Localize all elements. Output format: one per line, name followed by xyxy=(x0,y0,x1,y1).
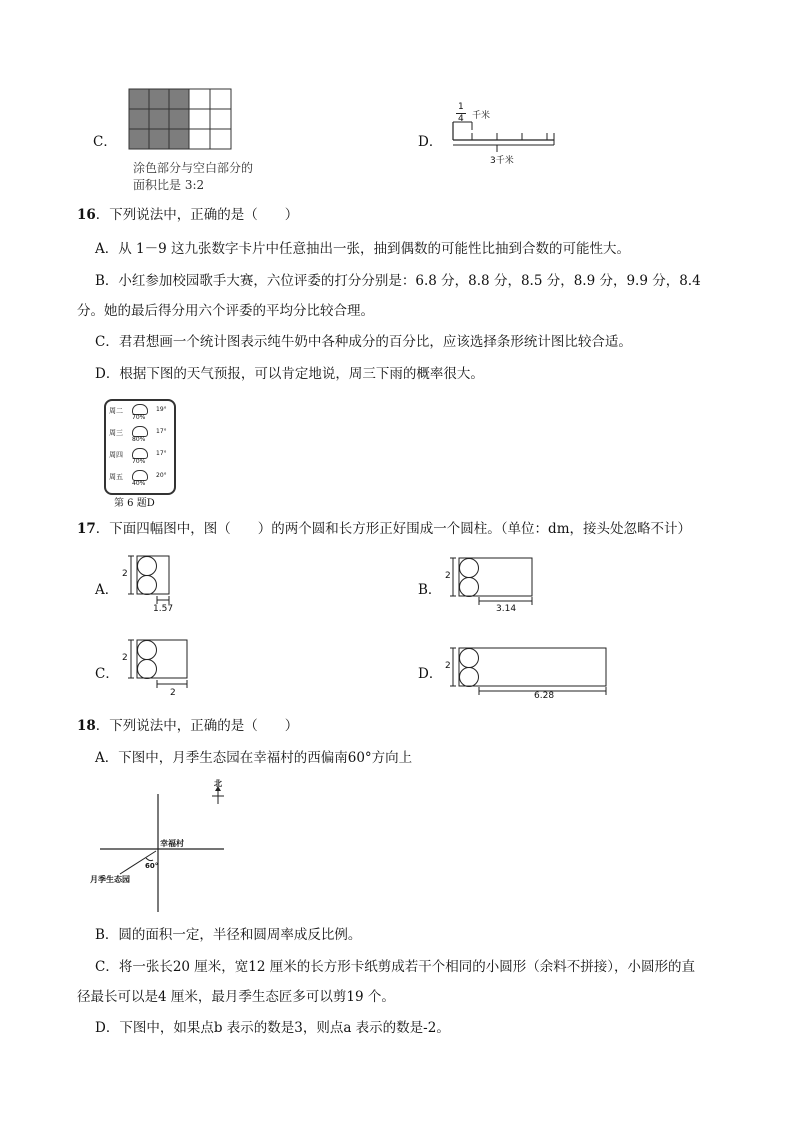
fraction-unit: 千米 xyxy=(472,111,491,121)
q16-option-b-line-2: 分。她的最后得分用六个评委的平均分比较合理。 xyxy=(77,303,374,319)
q18-option-c-line-1: C．将一张长20 厘米，宽12 厘米的长方形卡纸剪成若干个相同的小圆形（余料不拼接），小圆形的直 xyxy=(95,959,696,975)
q18-option-c-line-2: 径最长可以是4 厘米，最月季生态匠多可以剪19 个。 xyxy=(77,989,395,1005)
q16-option-a: A．从 1－9 这九张数字卡片中任意抽出一张，抽到偶数的可能性比抽到合数的可能性大。 xyxy=(95,241,631,257)
q18-stem: 18．下列说法中，正确的是（ ） xyxy=(77,718,299,734)
q15-option-c-caption-1: 涂色部分与空白部分的 xyxy=(133,161,254,175)
garden-label: 月季生态园 xyxy=(90,875,130,884)
q16-stem: 16．下列说法中，正确的是（ ） xyxy=(77,207,299,223)
q17-net-a-figure: 2 1.57 xyxy=(120,552,180,616)
q17-net-d-figure: 2 6.28 xyxy=(444,636,614,702)
q17-number: 17 xyxy=(77,521,96,537)
village-label: 幸福村 xyxy=(160,839,184,848)
q18-option-a: A．下图中，月季生态园在幸福村的西偏南60°方向上 xyxy=(95,750,413,766)
q15-option-d-label: D． xyxy=(418,134,443,150)
q15-shaded-grid-figure xyxy=(128,88,232,150)
q17-stem: 17．下面四幅图中，图（ ）的两个圆和长方形正好围成一个圆柱。（单位：dm，接头处忽略不计） xyxy=(77,521,691,537)
direction-map-figure xyxy=(90,778,230,914)
q18-option-d: D．下图中，如果点b 表示的数是3，则点a 表示的数是-2。 xyxy=(95,1020,450,1036)
weather-row: 周四 70% 17° xyxy=(109,450,167,465)
q17-option-a-label: A． xyxy=(95,582,119,598)
q17-option-d-label: D． xyxy=(418,666,443,682)
fraction-numerator: 1 xyxy=(458,102,464,112)
weather-row: 周五 40% 20° xyxy=(109,472,167,487)
weather-forecast-card xyxy=(104,399,176,495)
q16-option-d: D．根据下图的天气预报，可以肯定地说，周三下雨的概率很大。 xyxy=(95,366,484,382)
north-label: 北 xyxy=(214,779,222,788)
q16-option-c: C．君君想画一个统计图表示纯牛奶中各种成分的百分比，应该选择条形统计图比较合适。 xyxy=(95,334,632,350)
q18-number: 18 xyxy=(77,718,96,734)
q17-net-b-figure: 2 3.14 xyxy=(444,552,544,616)
q15-option-c-label: C． xyxy=(93,134,117,150)
angle-label: 60° xyxy=(145,862,159,870)
q15-scale-line-figure xyxy=(450,100,560,170)
fraction-denominator: 4 xyxy=(458,114,464,124)
weather-row: 周三 80% 17° xyxy=(109,428,167,443)
q17-net-c-figure: 2 2 xyxy=(120,636,190,700)
weather-row: 周二 70% 19° xyxy=(109,406,167,421)
q18-option-b: B．圆的面积一定，半径和圆周率成反比例。 xyxy=(95,927,362,943)
q17-option-c-label: C． xyxy=(95,666,119,682)
q15-option-c-caption-2: 面积比是 3:2 xyxy=(133,178,205,192)
q17-option-b-label: B． xyxy=(418,582,442,598)
q16-number: 16 xyxy=(77,207,96,223)
scale-total-label: 3千米 xyxy=(490,156,514,166)
weather-caption: 第 6 题D xyxy=(114,498,155,509)
q16-option-b-line-1: B．小红参加校园歌手大赛，六位评委的打分分别是：6.8 分，8.8 分，8.5 分，8.9 分，9.9 分，8.4 xyxy=(95,273,701,289)
